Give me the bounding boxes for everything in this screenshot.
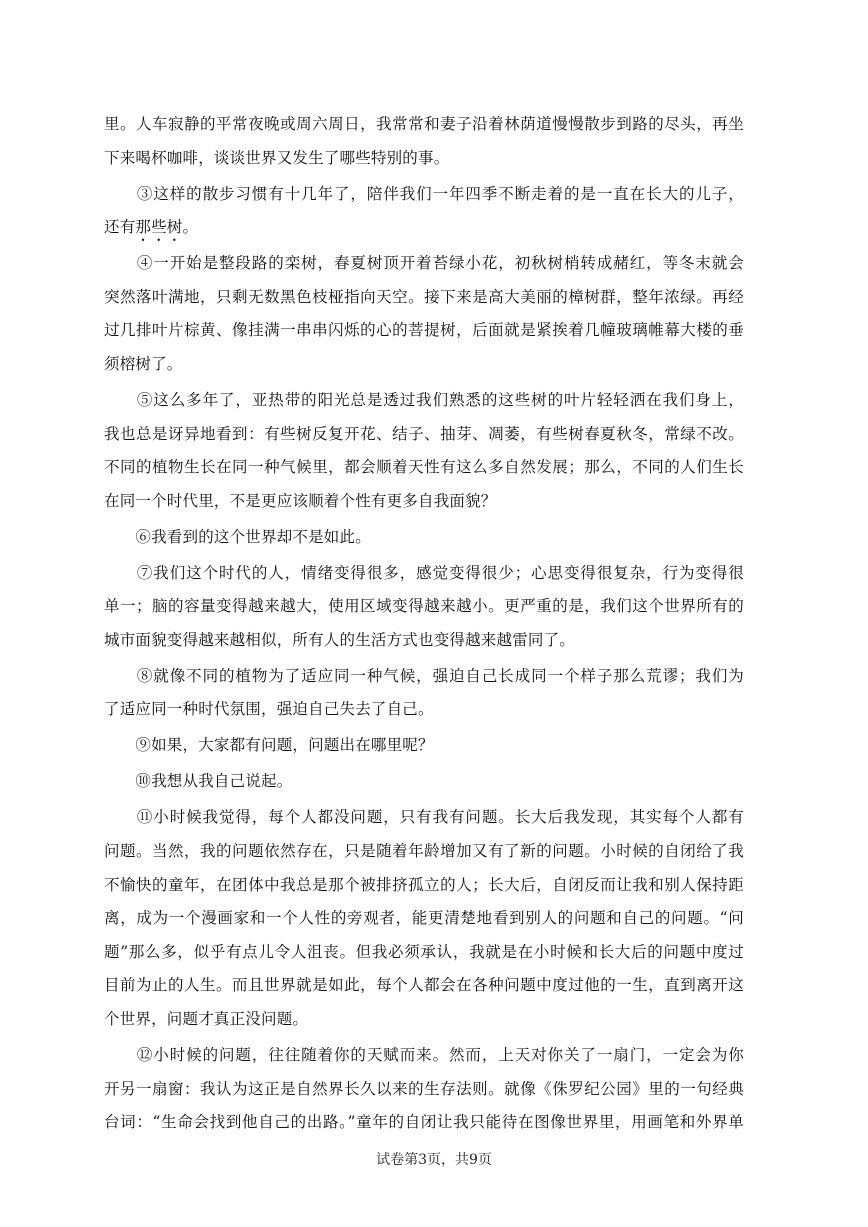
- paragraph-11: [104, 801, 744, 1036]
- text-line: ⑤这么多年了，亚热带的阳光总是透过我们熟悉的这些树的叶片轻轻洒在我们身上，: [104, 390, 744, 409]
- paragraph-6: [104, 521, 744, 555]
- text-line: 在同一个时代里，不是更应该顺着个性有更多自我面貌？: [104, 491, 497, 510]
- paragraph-3: [104, 178, 744, 245]
- paragraph-continuation: [104, 108, 744, 175]
- text-line: ③这样的散步习惯有十几年了，陪伴我们一年四季不断走着的是一直在长大的儿子，: [104, 184, 744, 203]
- text-line: ⑥我看到的这个世界却不是如此。: [104, 527, 371, 546]
- text-line: 过几排叶片棕黄、像挂满一串串闪烁的心的菩提树，后面就是紧挨着几幢玻璃帷幕大楼的垂: [104, 321, 744, 340]
- paragraph-8: [104, 660, 744, 727]
- text-line: 目前为止的人生。而且世界就是如此，每个人都会在各种问题中度过他的一生，直到离开这: [104, 976, 744, 995]
- paragraph-7: [104, 557, 744, 658]
- text-line: 开另一扇窗：我认为这正是自然界长久以来的生存法则。就像《侏罗纪公园》里的一句经典: [104, 1079, 744, 1098]
- text-line: 台词：“生命会找到他自己的出路。”童年的自闭让我只能待在图像世界里，用画笔和外界单: [104, 1113, 744, 1132]
- paragraph-5: [104, 384, 744, 518]
- text-line-emphasized: 还有那些树。: [104, 218, 199, 237]
- text-line: 离，成为一个漫画家和一个人性的旁观者，能更清楚地看到别人的问题和自己的问题。“问: [104, 909, 744, 928]
- text-line: ⑩我想从我自己说起。: [104, 772, 293, 791]
- text-line: 城市面貌变得越来越相似，所有人的生活方式也变得越来越雷同了。: [104, 630, 576, 649]
- paragraph-9: [104, 729, 744, 763]
- text-line: ④一开始是整段路的栾树，春夏树顶开着苔绿小花，初秋树梢转成赭红，等冬末就会: [104, 254, 744, 273]
- page-footer: 试卷第3页，共9页: [376, 1152, 492, 1168]
- text-line: 不同的植物生长在同一种气候里，都会顺着天性有这么多自然发展；那么，不同的人们生长: [104, 458, 744, 477]
- emphasized-phrase: 那些树: [135, 218, 183, 237]
- text-line: 题”那么多，似乎有点儿令人沮丧。但我必须承认，我就是在小时候和长大后的问题中度过: [104, 942, 744, 961]
- text-line: 须榕树了。: [104, 354, 183, 373]
- paragraph-4: [104, 247, 744, 381]
- text-line: ⑪小时候我觉得，每个人都没问题，只有我有问题。长大后我发现，其实每个人都有: [104, 808, 744, 827]
- text-line: 不愉快的童年，在团体中我总是那个被排挤孤立的人；长大后，自闭反而让我和别人保持距: [104, 875, 744, 894]
- text-line: ⑫小时候的问题，往往随着你的天赋而来。然而，上天对你关了一扇门，一定会为你: [104, 1045, 744, 1064]
- text-line: ⑨如果，大家都有问题，问题出在哪里呢？: [104, 736, 434, 755]
- text-line: ⑧就像不同的植物为了适应同一种气候，强迫自己长成同一个样子那么荒谬；我们为: [104, 666, 744, 685]
- text-line: 单一；脑的容量变得越来越大，使用区域变得越来越小。更严重的是，我们这个世界所有的: [104, 597, 744, 616]
- article-body: [104, 108, 744, 1140]
- text-line: 个世界，问题才真正没问题。: [104, 1009, 309, 1028]
- text-line: 突然落叶满地，只剩无数黑色枝桠指向天空。接下来是高大美丽的樟树群，整年浓绿。再经: [104, 287, 744, 306]
- paragraph-10: [104, 765, 744, 799]
- text-line: 我也总是讶异地看到：有些树反复开花、结子、抽芽、凋萎，有些树春夏秋冬，常绿不改。: [104, 424, 744, 443]
- text-line: 里。人车寂静的平常夜晚或周六周日，我常常和妻子沿着林荫道慢慢散步到路的尽头，再坐: [104, 115, 744, 133]
- text-line: 了适应同一种时代氛围，强迫自己失去了自己。: [104, 700, 434, 719]
- paragraph-12: [104, 1039, 744, 1140]
- text-line: 问题。当然，我的问题依然存在，只是随着年龄增加又有了新的问题。小时候的自闭给了我: [104, 841, 744, 860]
- text-line: 下来喝杯咖啡，谈谈世界又发生了哪些特别的事。: [104, 148, 450, 167]
- text-line: ⑦我们这个时代的人，情绪变得很多，感觉变得很少；心思变得很复杂，行为变得很: [104, 563, 744, 582]
